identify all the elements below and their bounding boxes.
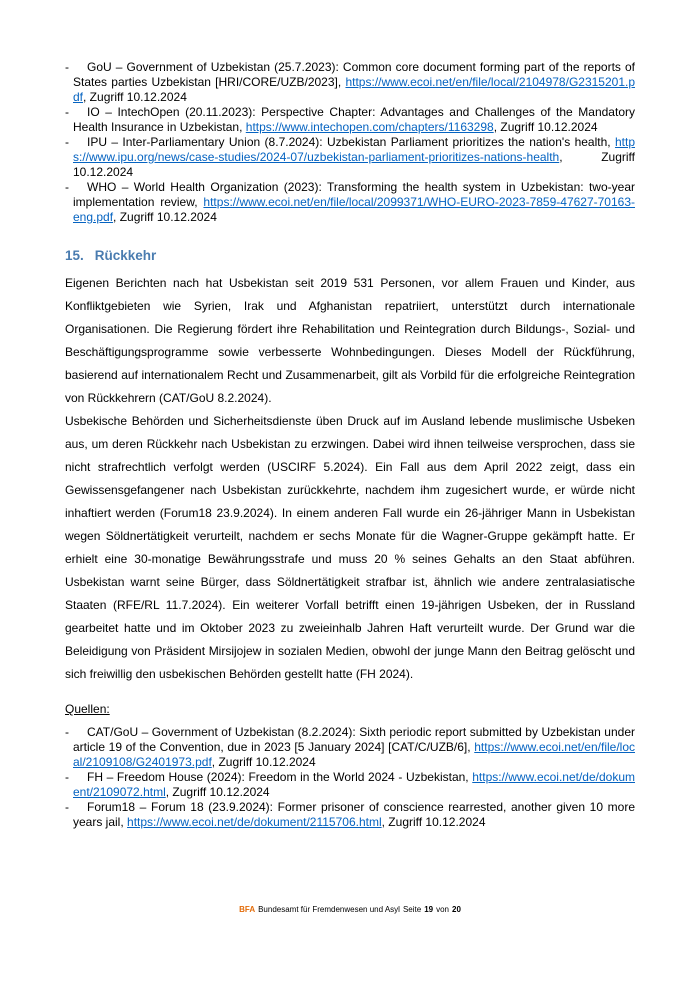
source-item	[65, 60, 635, 105]
footer-total-pages: 20	[452, 905, 461, 914]
footer-org-abbr: BFA	[239, 905, 256, 914]
source-link[interactable]: https://www.intechopen.com/chapters/1163298	[245, 120, 494, 134]
source-link[interactable]: https://www.ecoi.net/en/file/local/2104978/G2315201.pdf	[73, 75, 635, 104]
section-heading	[65, 247, 635, 264]
source-text: GoU – Government of Uzbekistan (25.7.2023): Common core document forming part of the reports of States parties Uzbekistan [HRI/CORE/UZB/2023],	[73, 60, 635, 89]
section-title: Rückkehr	[94, 248, 157, 263]
footer-page-number: 19	[424, 905, 434, 914]
source-text: IO – IntechOpen (20.11.2023): Perspective Chapter: Advantages and Challenges of the Mandatory Health Insurance in Uzbekistan,	[73, 105, 635, 134]
bullet-dash: -	[65, 180, 69, 194]
source-link[interactable]: https://www.ecoi.net/de/dokument/2109072.html	[73, 770, 635, 799]
footer-seite-label: Seite	[402, 905, 422, 914]
source-item	[65, 725, 635, 770]
source-list-bottom	[65, 725, 635, 830]
source-text: , Zugriff 10.12.2024	[493, 120, 598, 134]
source-text: Forum18 – Forum 18 (23.9.2024): Former prisoner of conscience rearrested, another given 10 more years jail,	[73, 800, 635, 829]
body-text	[65, 272, 635, 686]
source-link[interactable]: https://www.ecoi.net/en/file/local/2109108/G2401973.pdf	[73, 740, 635, 769]
source-link[interactable]: https://www.ecoi.net/de/dokument/2115706.html	[127, 815, 382, 829]
source-link[interactable]: https://www.ipu.org/news/case-studies/2024-07/uzbekistan-parliament-prioritizes-nations-health	[73, 135, 635, 164]
source-item	[65, 105, 635, 135]
body-paragraph: Eigenen Berichten nach hat Usbekistan seit 2019 531 Personen, vor allem Frauen und Kinder, aus Konfliktgebieten wie Syrien, Irak und Afghanistan repatriiert, unterstützt durch internationale Organisationen. Die Regierung fördert ihre Rehabilitation und Reintegration durch Bildungs-, Sozial- und Beschäftigungsprogramme sowie verbesserte Wohnbedingungen. Dieses Modell der Rückführung, basierend auf internationalem Recht und Zusammenarbeit, gilt als Vorbild für die erfolgreiche Reintegration von Rückkehrern (CAT/GoU 8.2.2024).	[65, 276, 635, 405]
page-footer	[0, 905, 700, 915]
source-text: , Zugriff 10.12.2024	[381, 815, 486, 829]
footer-org-name: Bundesamt für Fremdenwesen und Asyl	[258, 905, 400, 914]
quellen-label: Quellen:	[65, 702, 110, 716]
bullet-dash: -	[65, 770, 69, 784]
source-text: , Zugriff 10.12.2024	[165, 785, 270, 799]
section-number: 15.	[65, 248, 84, 263]
bullet-dash: -	[65, 60, 69, 74]
source-list-top	[65, 60, 635, 225]
bullet-dash: -	[65, 725, 69, 739]
source-item	[65, 770, 635, 800]
source-text: IPU – Inter-Parliamentary Union (8.7.2024): Uzbekistan Parliament prioritizes the nation's health,	[87, 135, 615, 149]
bullet-dash: -	[65, 135, 69, 149]
source-item	[65, 135, 635, 180]
source-item	[65, 180, 635, 225]
source-link[interactable]: https://www.ecoi.net/en/file/local/2099371/WHO-EURO-2023-7859-47627-70163-eng.pdf	[73, 195, 635, 224]
body-paragraph: Usbekische Behörden und Sicherheitsdienste üben Druck auf im Ausland lebende muslimische Usbeken aus, um deren Rückkehr nach Usbekistan zu erzwingen. Dabei wird ihnen teilweise versprochen, dass sie nicht strafrechtlich verfolgt werden (USCIRF 5.2024). Ein Fall aus dem April 2022 zeigt, dass ein Gewissensgefangener nach Usbekistan zurückkehrte, nachdem ihm zugesichert wurde, er würde nicht inhaftiert werden (Forum18 23.9.2024). In einem anderen Fall wurde ein 26-jähriger Mann in Usbekistan wegen Söldnertätigkeit verurteilt, nachdem er sechs Monate für die Wagner-Gruppe gekämpft hatte. Er erhielt eine 30-monatige Bewährungsstrafe und muss 20 % seines Gehalts an den Staat abführen. Usbekistan warnt seine Bürger, dass Söldnertätigkeit strafbar ist, ähnlich wie andere zentralasiatische Staaten (RFE/RL 11.7.2024). Ein weiterer Vorfall betrifft einen 19-jährigen Usbeken, der in Russland gearbeitet hatte und im Oktober 2023 zu zweieinhalb Jahren Haft verurteilt wurde. Der Grund war die Beleidigung von Präsident Mirsijojew in sozialen Medien, obwohl der junge Mann den Beitrag gelöscht und sich freiwillig den usbekischen Behörden gestellt hatte (FH 2024).	[65, 414, 635, 681]
source-text: WHO – World Health Organization (2023): Transforming the health system in Uzbekistan: two-year implementation review,	[73, 180, 635, 209]
bullet-dash: -	[65, 800, 69, 814]
source-text: FH – Freedom House (2024): Freedom in the World 2024 - Uzbekistan,	[87, 770, 473, 784]
bullet-dash: -	[65, 105, 69, 119]
source-item	[65, 800, 635, 830]
source-text: CAT/GoU – Government of Uzbekistan (8.2.2024): Sixth periodic report submitted by Uzbekistan under article 19 of the Convention, due in 2023 [5 January 2024] [CAT/C/UZB/6],	[73, 725, 635, 754]
source-text: , Zugriff 10.12.2024	[73, 150, 635, 179]
source-text: , Zugriff 10.12.2024	[83, 90, 187, 104]
source-text: , Zugriff 10.12.2024	[113, 210, 217, 224]
footer-von-label: von	[436, 905, 449, 914]
source-text: , Zugriff 10.12.2024	[211, 755, 316, 769]
